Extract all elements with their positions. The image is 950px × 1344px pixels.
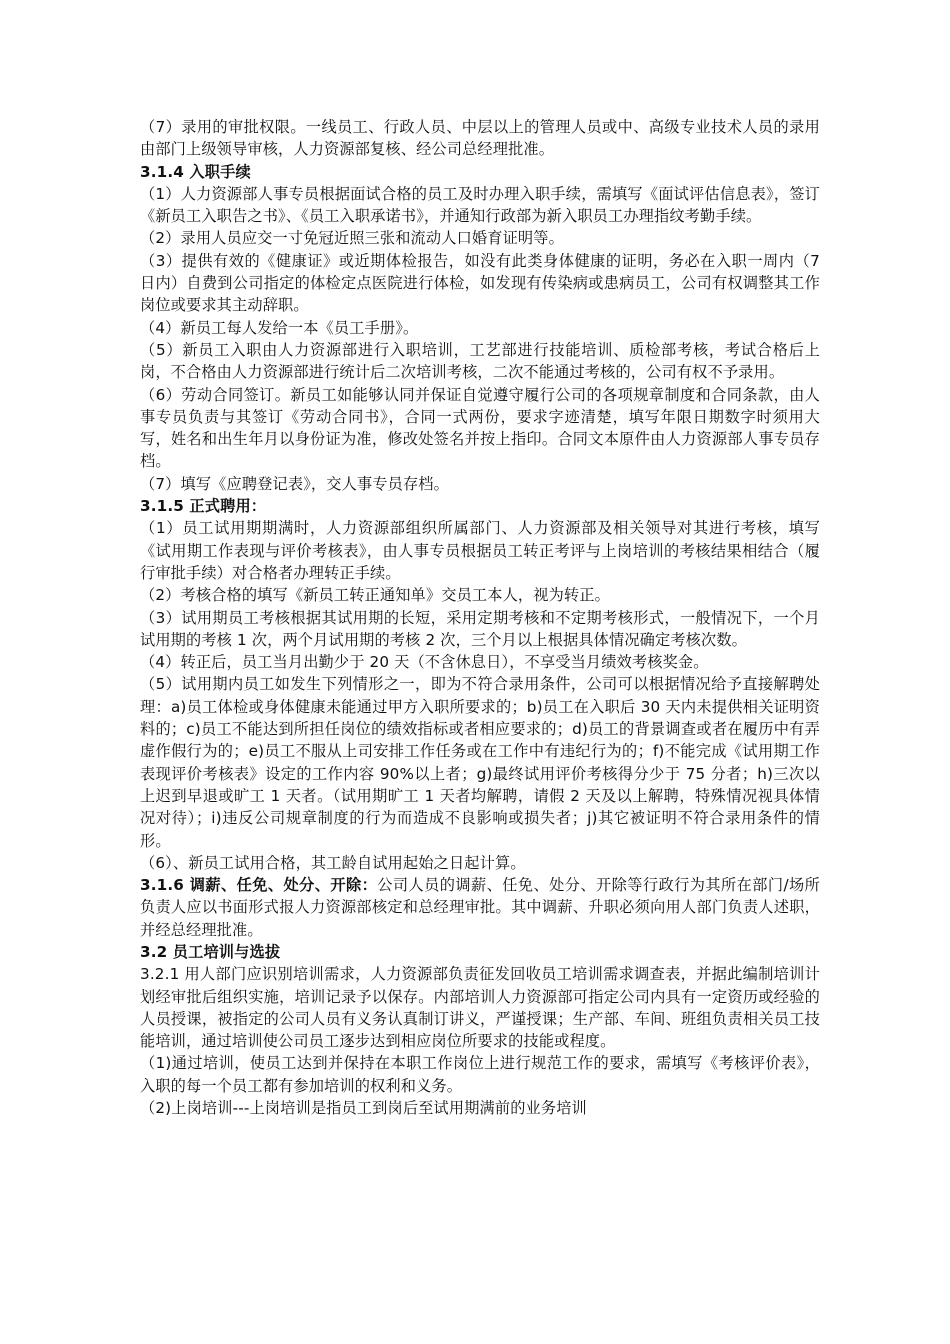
paragraph-onboarding-1: （1）人力资源部人事专员根据面试合格的员工及时办理入职手续，需填写《面试评估信息表》，签订《新员工入职告之书》、《员工入职承诺书》，并通知行政部为新入职员工办理指纹考勤手续。 xyxy=(140,184,820,226)
heading-onboarding-procedures: 3.1.4 入职手续 xyxy=(140,162,251,181)
paragraph-onboarding-7: （7）填写《应聘登记表》，交人事专员存档。 xyxy=(140,474,449,493)
paragraph-employment-4: （4）转正后，员工当月出勤少于 20 天（不含休息日），不享受当月绩效考核奖金。 xyxy=(140,653,709,672)
paragraph-employment-1: （1）员工试用期期满时，人力资源部组织所属部门、人力资源部及相关领导对其进行考核，填写《试用期工作表现与评价考核表》，由人事专员根据员工转正考评与上岗培训的考核结果相结合（履行审批手续）对合格者办理转正手续。 xyxy=(140,519,820,582)
paragraph-employment-2: （2）考核合格的填写《新员工转正通知单》交员工本人，视为转正。 xyxy=(140,586,610,605)
paragraph-employment-6: （6）、新员工试用合格，其工龄自试用起始之日起计算。 xyxy=(140,853,526,872)
heading-formal-employment: 3.1.5 正式聘用： xyxy=(140,497,267,516)
paragraph-training-2: （2)上岗培训---上岗培训是指员工到岗后至试用期满前的业务培训 xyxy=(140,1099,587,1118)
paragraph-onboarding-5: （5）新员工入职由人力资源部进行入职培训，工艺部进行技能培训、质检部考核，考试合格后上岗，不合格由人力资源部进行统计后二次培训考核，二次不能通过考核的，公司有权不予录用。 xyxy=(140,340,820,382)
paragraph-employment-3: （3）试用期员工考核根据其试用期的长短，采用定期考核和不定期考核形式，一般情况下，一个月试用期的考核 1 次，两个月试用期的考核 2 次，三个月以上根据具体情况确定考核次数。 xyxy=(140,608,820,649)
paragraph-employment-5: （5）试用期内员工如发生下列情形之一，即为不符合录用条件，公司可以根据情况给予直接解聘处理：a)员工体检或身体健康未能通过甲方入职所要求的；b)员工在入职后 30 天内未提供相关证明资料的；c)员工不能达到所担任岗位的绩效指标或者相应要求的；d)员工的背景调查或者在履历中有弄虚作假行为的；e)员工不服从上司安排工作任务或在工作中有违纪行为的；f)不能完成《试用期工作表现评价考核表》设定的工作内容 90%以上者；g)最终试用评价考核得分少于 75 分者；h)三次以上迟到早退或旷工 1 天者。（试用期旷工 1 天者均解聘，请假 2 天及以上解聘，特殊情况视具体情况对待）；i)违反公司规章制度的行为而造成不良影响或损失者；j)其它被证明不符合录用条件的情形。 xyxy=(140,675,820,850)
paragraph-onboarding-6: （6）劳动合同签订。新员工如能够认同并保证自觉遵守履行公司的各项规章制度和合同条款，由人事专员负责与其签订《劳动合同书》，合同一式两份，要求字迹清楚，填写年限日期数字时须用大写，姓名和出生年月以身份证为准，修改处签名并按上指印。合同文本原件由人力资源部人事专员存档。 xyxy=(140,385,820,471)
paragraph-onboarding-4: （4）新员工每人发给一本《员工手册》。 xyxy=(140,318,419,337)
paragraph-onboarding-2: （2）录用人员应交一寸免冠近照三张和流动人口婚育证明等。 xyxy=(140,229,564,248)
paragraph-approval-authority: （7）录用的审批权限。一线员工、行政人员、中层以上的管理人员或中、高级专业技术人员的录用由部门上级领导审核，人力资源部复核、经公司总经理批准。 xyxy=(140,118,820,159)
heading-salary-appointment: 3.1.6 调薪、任免、处分、开除： xyxy=(140,876,378,895)
paragraph-salary-appointment xyxy=(140,874,820,941)
paragraph-onboarding-3: （3）提供有效的《健康证》或近期体检报告，如没有此类身体健康的证明，务必在入职一周内（7 日内）自费到公司指定的体检定点医院进行体检，如发现有传染病或患病员工，公司有权调整其工作岗位或要求其主动辞职。 xyxy=(140,251,820,315)
document-page xyxy=(140,116,820,1119)
paragraph-training-3-2-1: 3.2.1 用人部门应识别培训需求，人力资源部负责征发回收员工培训需求调查表，并据此编制培训计划经审批后组织实施，培训记录予以保存。内部培训人力资源部可指定公司内具有一定资历或经验的人员授课，被指定的公司人员有义务认真制订讲义，严谨授课；生产部、车间、班组负责相关员工技能培训，通过培训使公司员工逐步达到相应岗位所要求的技能或程度。 xyxy=(140,965,820,1051)
heading-training-selection: 3.2 员工培训与选拔 xyxy=(140,942,281,961)
salary-appointment-text: 公司人员的调薪、任免、处分、开除等行政行为其所在部门/场所负责人应以书面形式报人力资源部核定和总经理审批。其中调薪、升职必须向用人部门负责人述职，并经总经理批准。 xyxy=(140,876,821,939)
paragraph-training-1: （1)通过培训，使员工达到并保持在本职工作岗位上进行规范工作的要求，需填写《考核评价表》，入职的每一个员工都有参加培训的权利和义务。 xyxy=(140,1054,820,1095)
